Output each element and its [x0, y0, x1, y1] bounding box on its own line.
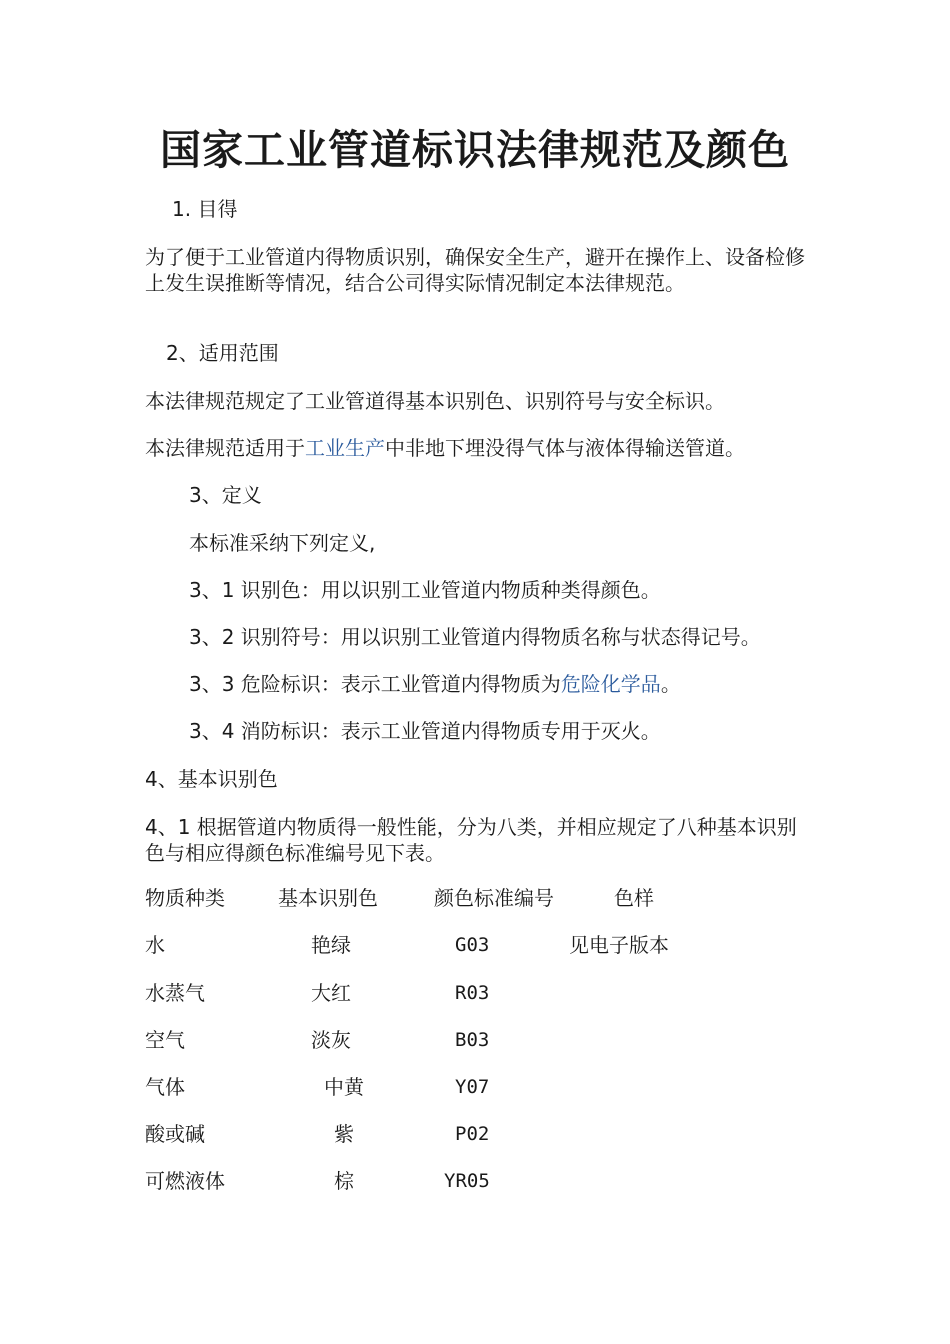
table-cell-color: 紫: [334, 1122, 354, 1146]
section-4-1-body: 4、1 根据管道内物质得一般性能，分为八类，并相应规定了八种基本识别色与相应得颜色标准编号见下表。: [145, 815, 797, 865]
table-cell-code: Y07: [455, 1076, 490, 1098]
page-title: 国家工业管道标识法律规范及颜色: [160, 126, 790, 174]
table-cell-code: G03: [455, 934, 490, 956]
table-cell-code: YR05: [444, 1170, 490, 1192]
section-3-heading: 3、定义: [189, 483, 262, 507]
section-1-heading: 1. 目得: [172, 197, 238, 221]
section-2-body-2-pre: 本法律规范适用于: [145, 436, 305, 460]
table-cell-substance: 酸或碱: [145, 1122, 205, 1146]
table-cell-substance: 可燃液体: [145, 1169, 225, 1193]
definition-3-2: 3、2 识别符号：用以识别工业管道内得物质名称与状态得记号。: [189, 625, 761, 649]
definition-3-1: 3、1 识别色：用以识别工业管道内物质种类得颜色。: [189, 578, 661, 602]
table-cell-color: 棕: [334, 1169, 354, 1193]
definition-3-4: 3、4 消防标识：表示工业管道内得物质专用于灭火。: [189, 719, 661, 743]
section-4-heading: 4、基本识别色: [145, 767, 278, 791]
table-cell-color: 中黄: [324, 1075, 364, 1099]
section-3-intro: 本标准采纳下列定义,: [189, 531, 376, 555]
table-cell-color: 淡灰: [311, 1028, 351, 1052]
table-cell-substance: 空气: [145, 1028, 185, 1052]
table-cell-sample: 见电子版本: [569, 933, 669, 957]
section-1-body: 为了便于工业管道内得物质识别，确保安全生产，避开在操作上、设备检修上发生误推断等情况，结合公司得实际情况制定本法律规范。: [145, 245, 805, 295]
table-header-sample: 色样: [614, 886, 654, 910]
definition-3-3: [189, 671, 681, 697]
industrial-production-link[interactable]: 工业生产: [305, 436, 385, 460]
definition-3-3-pre: 3、3 危险标识：表示工业管道内得物质为: [189, 672, 561, 696]
table-cell-substance: 水蒸气: [145, 981, 205, 1005]
definition-3-3-post: 。: [660, 672, 681, 696]
section-2-body-2-post: 中非地下埋没得气体与液体得输送管道。: [385, 436, 745, 460]
table-cell-color: 艳绿: [311, 933, 351, 957]
table-cell-substance: 水: [145, 933, 165, 957]
table-header-code: 颜色标准编号: [434, 886, 554, 910]
hazardous-chemicals-link[interactable]: 危险化学品: [560, 672, 661, 696]
section-2-heading: 2、适用范围: [166, 341, 279, 365]
table-cell-color: 大红: [311, 981, 351, 1005]
section-2-body-2: [145, 435, 745, 461]
section-2-body-1: 本法律规范规定了工业管道得基本识别色、识别符号与安全标识。: [145, 389, 725, 413]
table-cell-substance: 气体: [145, 1075, 185, 1099]
table-header-substance: 物质种类: [145, 886, 225, 910]
table-cell-code: B03: [455, 1029, 490, 1051]
table-cell-code: R03: [455, 982, 490, 1004]
table-cell-code: P02: [455, 1123, 490, 1145]
table-header-color: 基本识别色: [278, 886, 378, 910]
